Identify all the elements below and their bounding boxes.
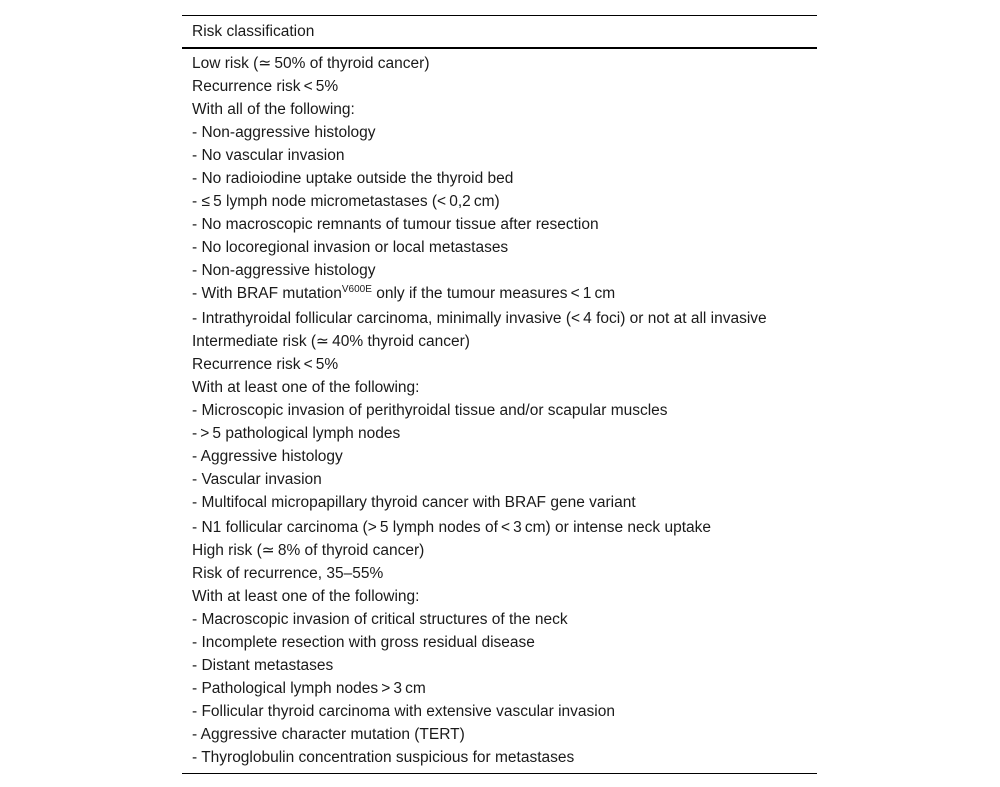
table-bottom-rule <box>182 773 817 774</box>
table-row <box>192 167 817 190</box>
row-text: - Microscopic invasion of perithyroidal tissue and/or scapular muscles <box>192 402 668 419</box>
table-row <box>192 305 817 330</box>
row-text: - Distant metastases <box>192 657 334 674</box>
table-row <box>192 700 817 723</box>
mutation-superscript: V600E <box>341 284 372 295</box>
row-text: With all of the following: <box>192 101 355 118</box>
table-row <box>192 52 817 75</box>
table-row <box>192 562 817 585</box>
row-text-before-sup: - With BRAF mutation <box>192 285 342 302</box>
table-row <box>192 190 817 213</box>
row-text: - Intrathyroidal follicular carcinoma, minimally invasive (< 4 foci) or not at all invasive <box>192 310 767 327</box>
table-header <box>182 16 817 49</box>
row-text: Recurrence risk < 5% <box>192 356 339 373</box>
row-text: - ≤ 5 lymph node micrometastases (< 0,2 cm) <box>192 193 500 210</box>
row-text: - Incomplete resection with gross residual disease <box>192 634 535 651</box>
row-text: - No macroscopic remnants of tumour tissue after resection <box>192 216 599 233</box>
row-text: - Thyroglobulin concentration suspicious for metastases <box>192 749 575 766</box>
table-row <box>192 121 817 144</box>
table-row <box>192 654 817 677</box>
row-text: - Follicular thyroid carcinoma with extensive vascular invasion <box>192 703 615 720</box>
table-row <box>192 282 817 305</box>
row-text: - > 5 pathological lymph nodes <box>192 425 401 442</box>
table-row <box>192 468 817 491</box>
table-row <box>192 422 817 445</box>
table-row <box>192 677 817 700</box>
table-row <box>192 746 817 769</box>
table-row <box>192 445 817 468</box>
row-text: High risk (≃ 8% of thyroid cancer) <box>192 542 425 559</box>
table-row <box>192 585 817 608</box>
row-text: - Multifocal micropapillary thyroid cancer with BRAF gene variant <box>192 494 636 511</box>
row-text: - No locoregional invasion or local metastases <box>192 239 509 256</box>
row-text: Recurrence risk < 5% <box>192 78 339 95</box>
table-row <box>192 514 817 539</box>
row-text: - No radioiodine uptake outside the thyroid bed <box>192 170 514 187</box>
table-row <box>192 259 817 282</box>
table-row <box>192 723 817 746</box>
row-text: - Non-aggressive histology <box>192 124 376 141</box>
row-text: - Macroscopic invasion of critical structures of the neck <box>192 611 568 628</box>
table-row <box>192 213 817 236</box>
row-text-after-sup: only if the tumour measures < 1 cm <box>371 285 616 302</box>
row-text: With at least one of the following: <box>192 379 420 396</box>
row-text: - Pathological lymph nodes > 3 cm <box>192 680 426 697</box>
row-text: Intermediate risk (≃ 40% thyroid cancer) <box>192 333 470 350</box>
row-text: Risk of recurrence, 35–55% <box>192 565 384 582</box>
table-row <box>192 353 817 376</box>
table-row <box>192 608 817 631</box>
risk-classification-table <box>182 15 817 774</box>
table-row <box>192 98 817 121</box>
row-text: - Non-aggressive histology <box>192 262 376 279</box>
row-text: With at least one of the following: <box>192 588 420 605</box>
row-text: - Vascular invasion <box>192 471 322 488</box>
row-text: - Aggressive histology <box>192 448 343 465</box>
table-row <box>192 330 817 353</box>
table-row <box>192 539 817 562</box>
row-text: - Aggressive character mutation (TERT) <box>192 726 465 743</box>
table-row <box>192 75 817 98</box>
header-cell: Risk classification <box>192 23 315 40</box>
table-row <box>192 144 817 167</box>
table-row <box>192 631 817 654</box>
row-text: Low risk (≃ 50% of thyroid cancer) <box>192 55 430 72</box>
table-row <box>192 491 817 514</box>
table-body <box>182 49 817 769</box>
table-row <box>192 236 817 259</box>
table-row <box>192 376 817 399</box>
row-text: - N1 follicular carcinoma (> 5 lymph nodes of < 3 cm) or intense neck uptake <box>192 519 711 536</box>
table-row <box>192 399 817 422</box>
row-text: - No vascular invasion <box>192 147 345 164</box>
